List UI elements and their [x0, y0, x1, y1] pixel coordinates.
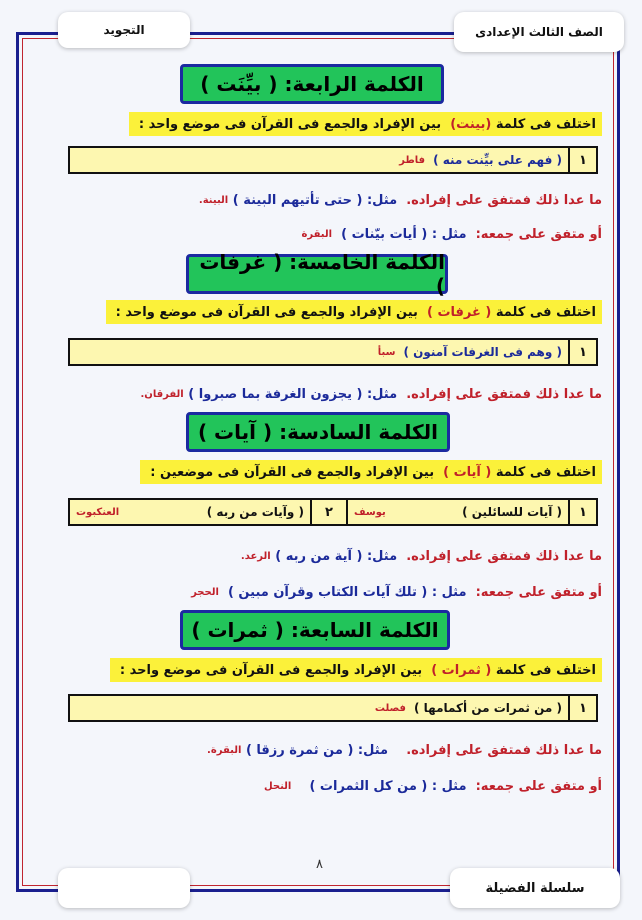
section-title [186, 250, 448, 298]
single-label: ما عدا ذلك فمتفق على إفراده. [406, 386, 602, 402]
example-number: ١ [568, 148, 596, 172]
intro-word: ( ثمرات ) [431, 662, 492, 678]
single-example: مثل: ( من ثمرة رزقا ) [245, 742, 389, 758]
example-number: ١ [568, 696, 596, 720]
intro-line [110, 658, 602, 682]
plural-line [301, 222, 602, 246]
example-text: ( فهم على بيِّنت منه ) [433, 153, 562, 167]
plural-line [191, 580, 602, 604]
plural-example: مثل : ( تلك آيات الكتاب وقرآن مبين ) [227, 584, 467, 600]
example-box [68, 498, 598, 526]
example-text: ( من ثمرات من أكمامها ) [413, 701, 562, 715]
section-title-text: الكلمة الرابعة: ( بيِّنَت ) [200, 72, 424, 96]
intro-line [106, 300, 602, 324]
intro-post: بين الإفراد والجمع فى القرآن فى موضع واحد : [119, 662, 423, 678]
example-surah: يوسف [354, 506, 386, 518]
example-text: ( وآيات من ربه ) [206, 505, 304, 519]
single-surah: الرعد. [240, 550, 271, 562]
single-line [207, 738, 602, 762]
example-box [68, 338, 598, 366]
grade-header [454, 12, 624, 52]
single-surah: البينة. [198, 194, 229, 206]
example-surah: فصلت [374, 702, 406, 714]
single-label: ما عدا ذلك فمتفق على إفراده. [406, 548, 602, 564]
intro-word: ( غرفات ) [427, 304, 492, 320]
series-label: سلسلة الفضيلة [485, 880, 585, 896]
single-label: ما عدا ذلك فمتفق على إفراده. [406, 192, 602, 208]
plural-label: أو متفق على جمعه: [475, 226, 602, 242]
section-title-text: الكلمة السادسة: ( آيات ) [197, 420, 439, 444]
example-cell-2 [70, 500, 346, 524]
section-title [180, 64, 444, 104]
single-surah: البقرة. [207, 744, 242, 756]
example-cell-1 [346, 500, 596, 524]
intro-pre: اختلف فى كلمة [495, 304, 596, 320]
section-title-text: الكلمة السابعة: ( ثمرات ) [191, 618, 439, 642]
intro-word: (بينت) [450, 116, 492, 132]
intro-pre: اختلف فى كلمة [495, 116, 596, 132]
grade-label: الصف الثالث الإعدادى [475, 25, 603, 39]
intro-pre: اختلف فى كلمة [495, 662, 596, 678]
plural-line [264, 774, 602, 798]
plural-surah: البقرة [301, 228, 333, 240]
example-text: ( آيات للسائلين ) [462, 505, 562, 519]
plural-label: أو متفق على جمعه: [475, 584, 602, 600]
plural-surah: الحجر [191, 586, 219, 598]
example-number: ١ [568, 340, 596, 364]
example-number: ٢ [310, 500, 346, 524]
intro-pre: اختلف فى كلمة [495, 464, 596, 480]
single-line [241, 544, 602, 568]
footer-blank-tab [58, 868, 190, 908]
plural-example: مثل : ( أيات بيّنات ) [341, 226, 467, 242]
page-number: ٨ [316, 857, 323, 872]
intro-word: ( آيات ) [443, 464, 492, 480]
section-title [180, 610, 450, 650]
example-number: ١ [568, 500, 596, 524]
subject-label: التجويد [103, 23, 145, 37]
series-footer [450, 868, 620, 908]
single-surah: الفرقان. [140, 388, 184, 400]
example-surah: فاطر [399, 154, 426, 166]
section-title [186, 412, 450, 452]
intro-line [140, 460, 602, 484]
plural-label: أو متفق على جمعه: [475, 778, 602, 794]
single-label: ما عدا ذلك فمتفق على إفراده. [406, 742, 602, 758]
single-example: مثل: ( آية من ربه ) [275, 548, 398, 564]
intro-line [129, 112, 602, 136]
example-text: ( وهم فى الغرفات آمنون ) [403, 345, 562, 359]
intro-post: بين الإفراد والجمع فى القرآن فى موضع واحد : [115, 304, 418, 320]
intro-post: بين الإفراد والجمع فى القرآن فى موضعين : [150, 464, 435, 480]
example-surah: سبأ [377, 346, 396, 358]
single-line [199, 188, 602, 212]
example-box [68, 146, 598, 174]
section-title-text: الكلمة الخامسة: ( غرفات ) [199, 250, 445, 298]
example-surah: العنكبوت [76, 506, 120, 518]
intro-post: بين الإفراد والجمع فى القرآن فى موضع واحد : [138, 116, 442, 132]
single-line [141, 382, 603, 406]
single-example: مثل: ( حتى تأتيهم البينة ) [232, 192, 398, 208]
example-box [68, 694, 598, 722]
plural-example: مثل : ( من كل الثمرات ) [309, 778, 467, 794]
single-example: مثل: ( يجزون الغرفة بما صبروا ) [188, 386, 398, 402]
plural-surah: النحل [263, 780, 292, 792]
subject-header [58, 12, 190, 48]
